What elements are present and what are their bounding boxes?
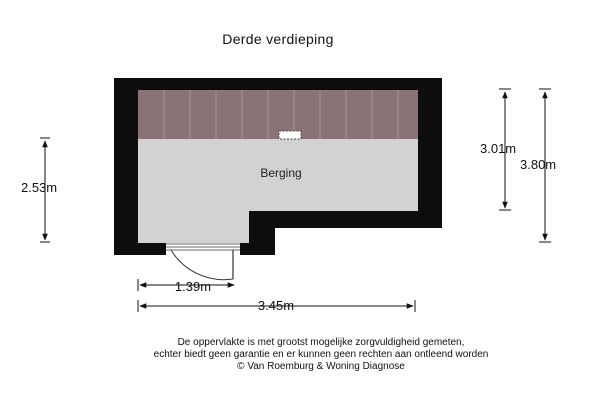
dimension-door-width-label: 1.39m	[174, 279, 212, 294]
dimension-right-inner-height-label: 3.01m	[480, 141, 517, 156]
dimension-left-height	[21, 138, 57, 242]
disclaimer-line-1: De oppervlakte is met grootst mogelijke zorgvuldigheid gemeten,	[177, 337, 465, 348]
disclaimer-line-2: echter biedt geen garantie en er kunnen geen rechten aan ontleend worden	[153, 349, 489, 360]
dimension-left-height-label: 2.53m	[21, 180, 58, 195]
dimension-door-width	[138, 279, 234, 294]
dimension-right-outer-height-label: 3.80m	[520, 157, 557, 172]
room-label: Berging	[260, 166, 302, 180]
dimension-total-width-label: 3.45m	[257, 298, 295, 313]
dimension-right-outer-height	[520, 89, 556, 242]
door	[166, 243, 240, 280]
roof-hatch	[279, 131, 301, 139]
dimension-total-width	[138, 298, 415, 313]
plan-title: Derde verdieping	[222, 31, 334, 47]
disclaimer	[0, 337, 600, 373]
dimension-right-inner-height	[480, 89, 516, 210]
disclaimer-line-3: © Van Roemburg & Woning Diagnose	[237, 361, 405, 372]
roof-slope	[138, 90, 418, 139]
